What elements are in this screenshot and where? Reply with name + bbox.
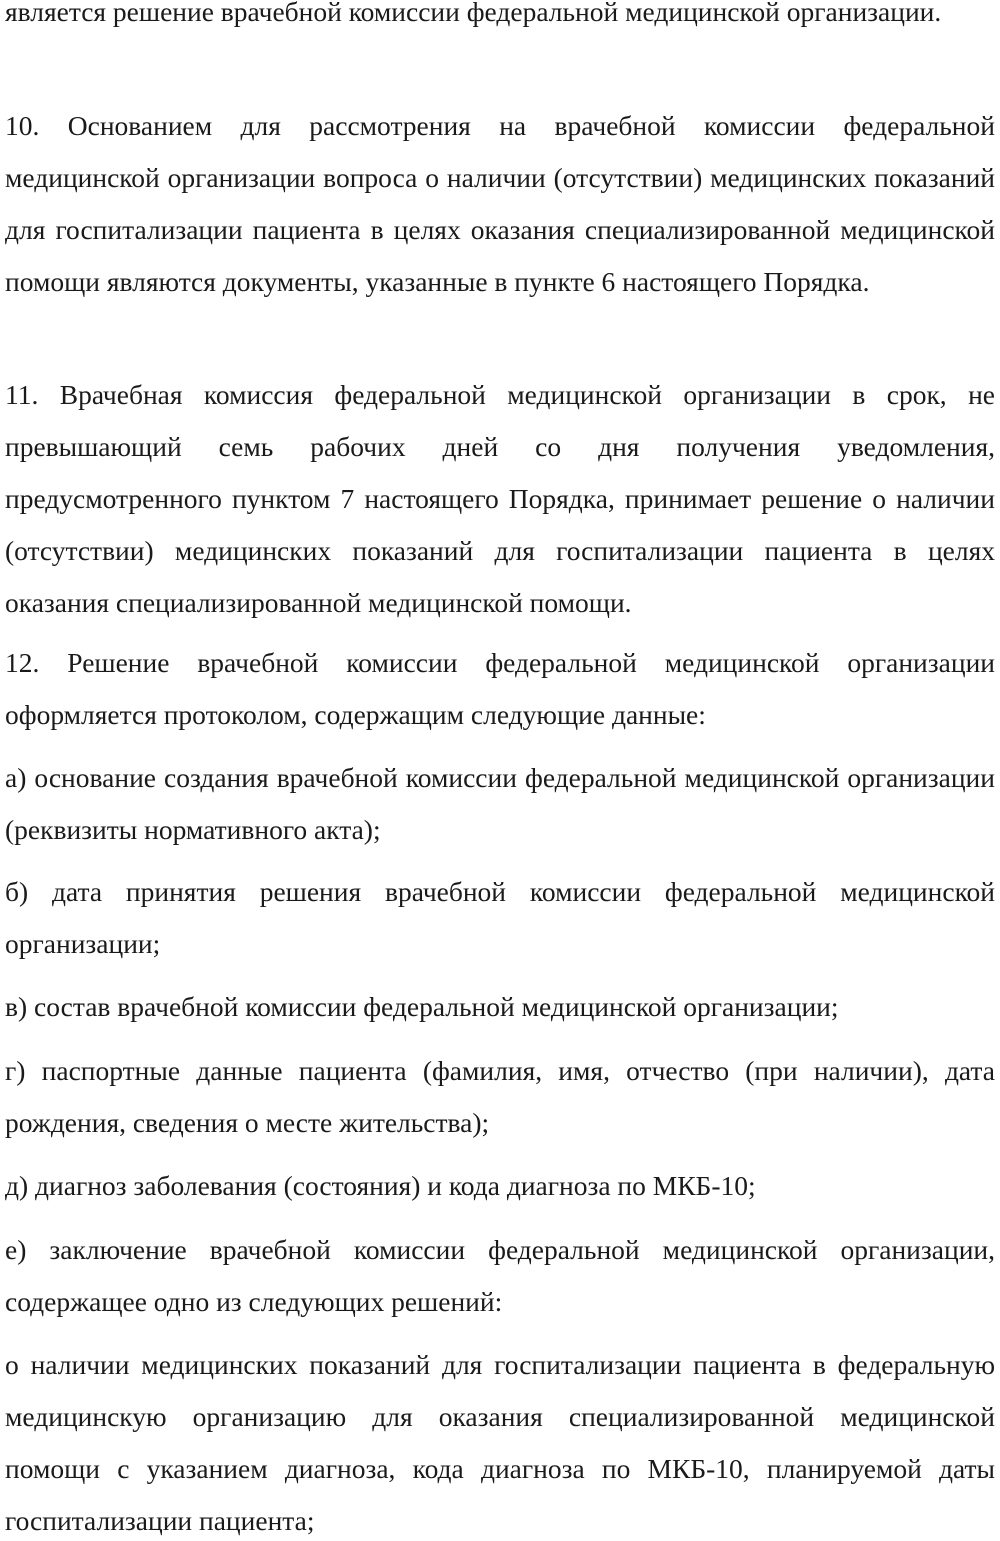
paragraph-item-e: е) заключение врачебной комиссии федеральной медицинской организации, содержащее одно из следующих решений:	[5, 1234, 995, 1317]
paragraph-item-11: 11. Врачебная комиссия федеральной медицинской организации в срок, не превышающий семь рабочих дней со дня получения уведомления, предусмотренного пунктом 7 настоящего Порядка, принимает решение о наличии (отсутствии) медицинских показаний для госпитализации пациента в целях оказания специализированной медицинской помощи.	[5, 379, 995, 618]
paragraph-item-a: а) основание создания врачебной комиссии федеральной медицинской организации (реквизиты нормативного акта);	[5, 762, 995, 845]
paragraph-item-d: д) диагноз заболевания (состояния) и кода диагноза по МКБ-10;	[5, 1170, 756, 1201]
paragraph-item-12: 12. Решение врачебной комиссии федеральной медицинской организации оформляется протоколом, содержащим следующие данные:	[5, 647, 995, 730]
paragraph-decision-option: о наличии медицинских показаний для госпитализации пациента в федеральную медицинскую организацию для оказания специализированной медицинской помощи с указанием диагноза, кода диагноза по МКБ-10, планируемой даты госпитализации пациента;	[5, 1349, 995, 1536]
paragraph-item-g: г) паспортные данные пациента (фамилия, имя, отчество (при наличии), дата рождения, сведения о месте жительства);	[5, 1055, 995, 1138]
paragraph-item-v: в) состав врачебной комиссии федеральной медицинской организации;	[5, 991, 839, 1022]
paragraph-item-b: б) дата принятия решения врачебной комиссии федеральной медицинской организации;	[5, 876, 995, 959]
paragraph-continuation: является решение врачебной комиссии федеральной медицинской организации.	[5, 0, 942, 27]
paragraph-item-10: 10. Основанием для рассмотрения на врачебной комиссии федеральной медицинской организации вопроса о наличии (отсутствии) медицинских показаний для госпитализации пациента в целях оказания специализированной медицинской помощи являются документы, указанные в пункте 6 настоящего Порядка.	[5, 110, 995, 297]
